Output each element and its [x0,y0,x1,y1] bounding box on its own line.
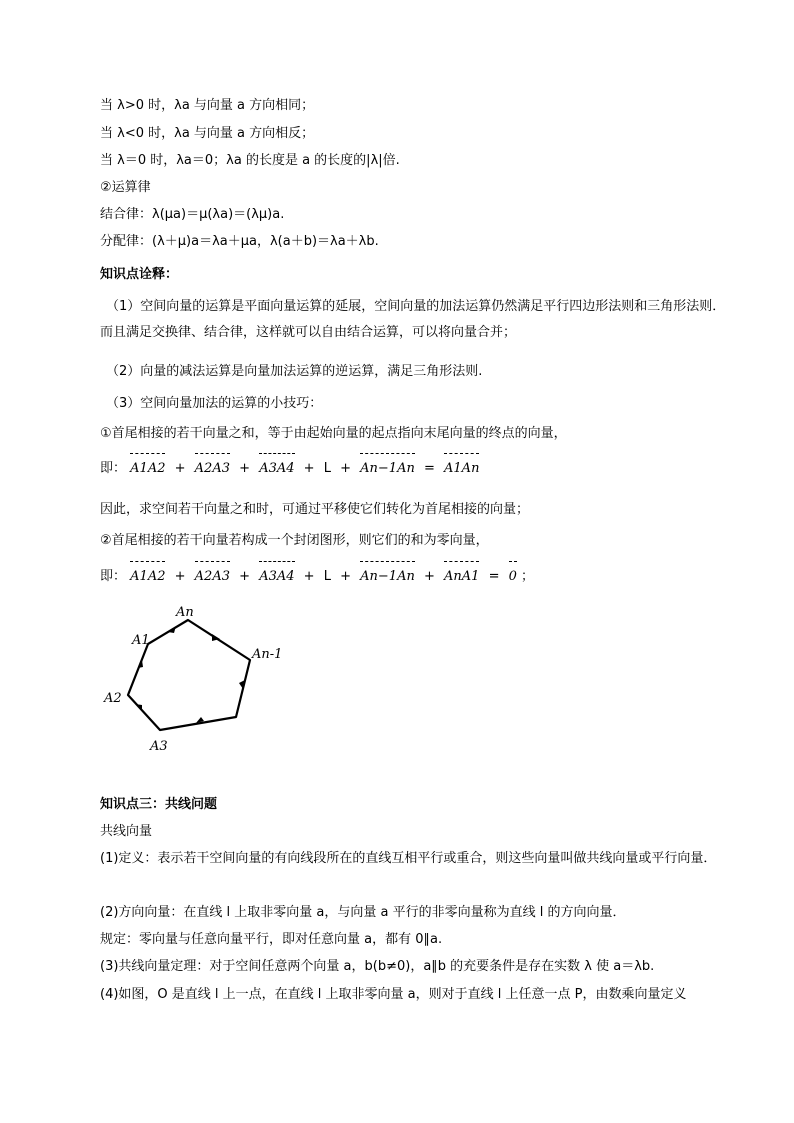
text-line: 当 λ>0 时，λa 与向量 a 方向相同； [100,98,315,113]
formula-prefix: 即： [100,569,127,584]
section-heading: 知识点三：共线问题 [100,797,218,812]
paragraph: 规定：零向量与任意向量平行，即对任意向量 a，都有 0∥a. [100,932,443,947]
ellipsis-symbol: L [323,569,331,584]
paragraph: ②首尾相接的若干向量若构成一个封闭图形，则它们的和为零向量， [100,533,489,548]
vector-term: A1A2 [130,566,165,588]
vector-term: A3A4 [259,458,294,480]
vector-term: A2A3 [195,458,230,480]
paragraph: (2)方向向量：在直线 l 上取非零向量 a，与向量 a 平行的非零向量称为直线 l 的方向向量． [100,905,626,920]
text-line: 分配律：(λ＋μ)a＝λa＋μa，λ(a＋b)＝λa＋λb. [100,234,379,249]
vertex-label: An-1 [252,647,283,662]
text-line: 结合律：λ(μa)＝μ(λa)＝(λμ)a. [100,207,285,222]
vector-term: A1A2 [130,458,165,480]
paragraph: （1）空间向量的运算是平面向量运算的延展，空间向量的加法运算仍然满足平行四边形法则和三角形法则．而且满足交换律、结合律，这样就可以自由结合运算，可以将向量合并； [100,299,726,340]
polygon-diagram [100,600,300,760]
text-line: 当 λ<0 时，λa 与向量 a 方向相反； [100,126,315,141]
vertex-label: An [176,605,194,620]
paragraph: ①首尾相接的若干向量之和，等于由起始向量的起点指向末尾向量的终点的向量， [100,426,567,441]
text-line: ②运算律 [100,180,151,195]
formula-suffix: ； [521,569,535,584]
vertex-label: A1 [132,633,150,648]
text-line: 当 λ＝0 时，λa＝0；λa 的长度是 a 的长度的|λ|倍. [100,153,400,168]
vector-term: An−1An [360,566,415,588]
paragraph: （2）向量的减法运算是向量加法运算的逆运算，满足三角形法则. [106,364,483,379]
paragraph: 因此，求空间若干向量之和时，可通过平移使它们转化为首尾相接的向量； [100,502,530,517]
vertex-label: A3 [150,739,168,754]
vector-term: A2A3 [195,566,230,588]
section-heading: 知识点诠释： [100,267,179,282]
vertex-label: A2 [104,691,122,706]
vector-term: A3A4 [259,566,294,588]
formula-sum: 即： A1A2 + A2A3 + A3A4 + L + An−1An = A1An [100,458,479,480]
text-line: 共线向量 [100,824,153,839]
formula-closed: 即： A1A2 + A2A3 + A3A4 + L + An−1An + AnA1 = 0 ； [100,566,534,588]
paragraph: (4)如图，O 是直线 l 上一点，在直线 l 上取非零向量 a，则对于直线 l 上任意一点 P，由数乘向量定义 [100,987,687,1002]
zero-vector: 0 [509,566,517,588]
paragraph: （3）空间向量加法的运算的小技巧： [106,396,323,411]
ellipsis-symbol: L [323,461,331,476]
vector-term: A1An [444,458,479,480]
vector-term: An−1An [360,458,415,480]
formula-prefix: 即： [100,461,127,476]
paragraph: (3)共线向量定理：对于空间任意两个向量 a，b(b≠0)，a∥b 的充要条件是存在实数 λ 使 a＝λb. [100,959,655,974]
paragraph: (1)定义：表示若干空间向量的有向线段所在的直线互相平行或重合，则这些向量叫做共线向量或平行向量． [100,851,717,866]
vector-term: AnA1 [444,566,479,588]
arrow-mark [168,626,176,633]
